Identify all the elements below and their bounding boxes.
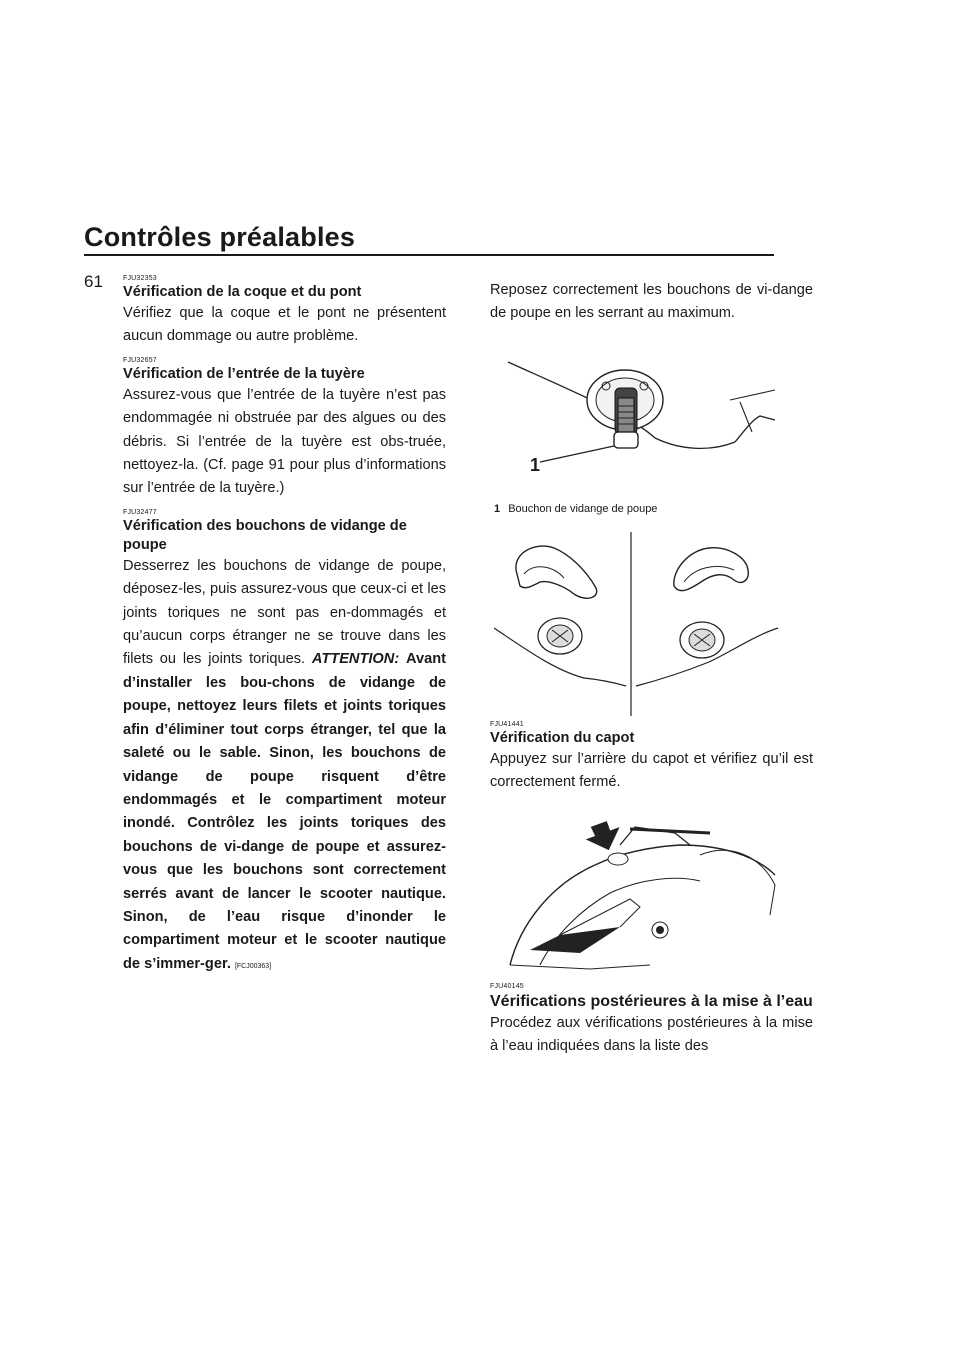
figure-drain-plugs-pair bbox=[494, 530, 780, 720]
section-code: FJU41441 bbox=[490, 721, 524, 728]
right-column-lower bbox=[490, 720, 813, 795]
attention-label: ATTENTION: bbox=[311, 651, 400, 668]
section-code: FJU32353 bbox=[123, 275, 157, 282]
section-body-drain-plugs bbox=[123, 555, 446, 978]
drain-plugs-continuation: Reposez correctement les bouchons de vi-dange de poupe en les serrant au maximum. bbox=[490, 282, 813, 322]
section-heading-hull: Vérification de la coque et du pont bbox=[123, 284, 362, 300]
right-column-bottom bbox=[490, 982, 813, 1059]
section-body-post-launch: Procédez aux vérifications postérieures à la mise à l’eau indiquées dans la liste des bbox=[490, 1015, 813, 1055]
caption-text: Bouchon de vidange de poupe bbox=[508, 503, 658, 515]
page-title: Contrôles préalables bbox=[84, 222, 356, 252]
section-heading-hood: Vérification du capot bbox=[490, 730, 635, 746]
section-body-intake: Assurez-vous que l’entrée de la tuyère n’est pas endommagée ni obstruée par des algues ou des débris. Si l’entrée de la tuyère est obs-truée, nettoyez-la. (Cf. page 91 pour plus d’informations sur l’entrée de la tuyère.) bbox=[123, 386, 446, 497]
section-code: FJU32657 bbox=[123, 356, 157, 364]
attention-text: Avant d’installer les bou-chons de vidange de poupe, nettoyez leurs filets et joints toriques afin d’éliminer tout corps étranger, tel que la saleté ou le sable. Sinon, les bouchons de vidange de poupe risquent d’être endommagés et le compartiment moteur inondé. Contrôlez les joints toriques des bouchons de vi-dange de poupe et assurez-vous que les bouchons sont correctement serrés avant de lancer le scooter nautique. Sinon, de l’eau risque d’inonder le compartiment moteur et le scooter nautique de s’immer-ger. bbox=[123, 651, 446, 972]
figure-caption bbox=[494, 503, 657, 515]
figure-watercraft-hood bbox=[500, 815, 780, 975]
figure-callout: 1 bbox=[530, 455, 541, 475]
page-number: 61 bbox=[84, 272, 103, 291]
section-code: FJU32477 bbox=[123, 508, 157, 516]
attention-ref: [FCJ00363] bbox=[234, 962, 272, 970]
section-code: FJU40145 bbox=[490, 983, 524, 990]
section-heading-post-launch: Vérifications postérieures à la mise à l’eau bbox=[490, 993, 813, 1010]
section-body-hood: Appuyez sur l’arrière du capot et vérifiez qu’il est correctement fermé. bbox=[490, 751, 813, 791]
section-heading-drain-plugs: Vérification des bouchons de vidange de poupe bbox=[123, 517, 407, 553]
drain-plugs-body-text: Desserrez les bouchons de vidange de poupe, déposez-les, puis assurez-vous que ceux-ci et les joints toriques ne sont pas en-dommagés et qu’aucun corps étranger ne se trouve dans les filets ou les joints toriques. bbox=[123, 557, 446, 668]
caption-number: 1 bbox=[494, 503, 501, 515]
left-column bbox=[123, 274, 446, 978]
section-body-hull: Vérifiez que la coque et le pont ne présentent aucun dommage ou autre problème. bbox=[123, 305, 446, 345]
section-heading-intake: Vérification de l’entrée de la tuyère bbox=[123, 365, 365, 382]
figure-drain-plug bbox=[490, 350, 780, 490]
right-column bbox=[490, 279, 813, 326]
title-rule bbox=[84, 254, 774, 256]
